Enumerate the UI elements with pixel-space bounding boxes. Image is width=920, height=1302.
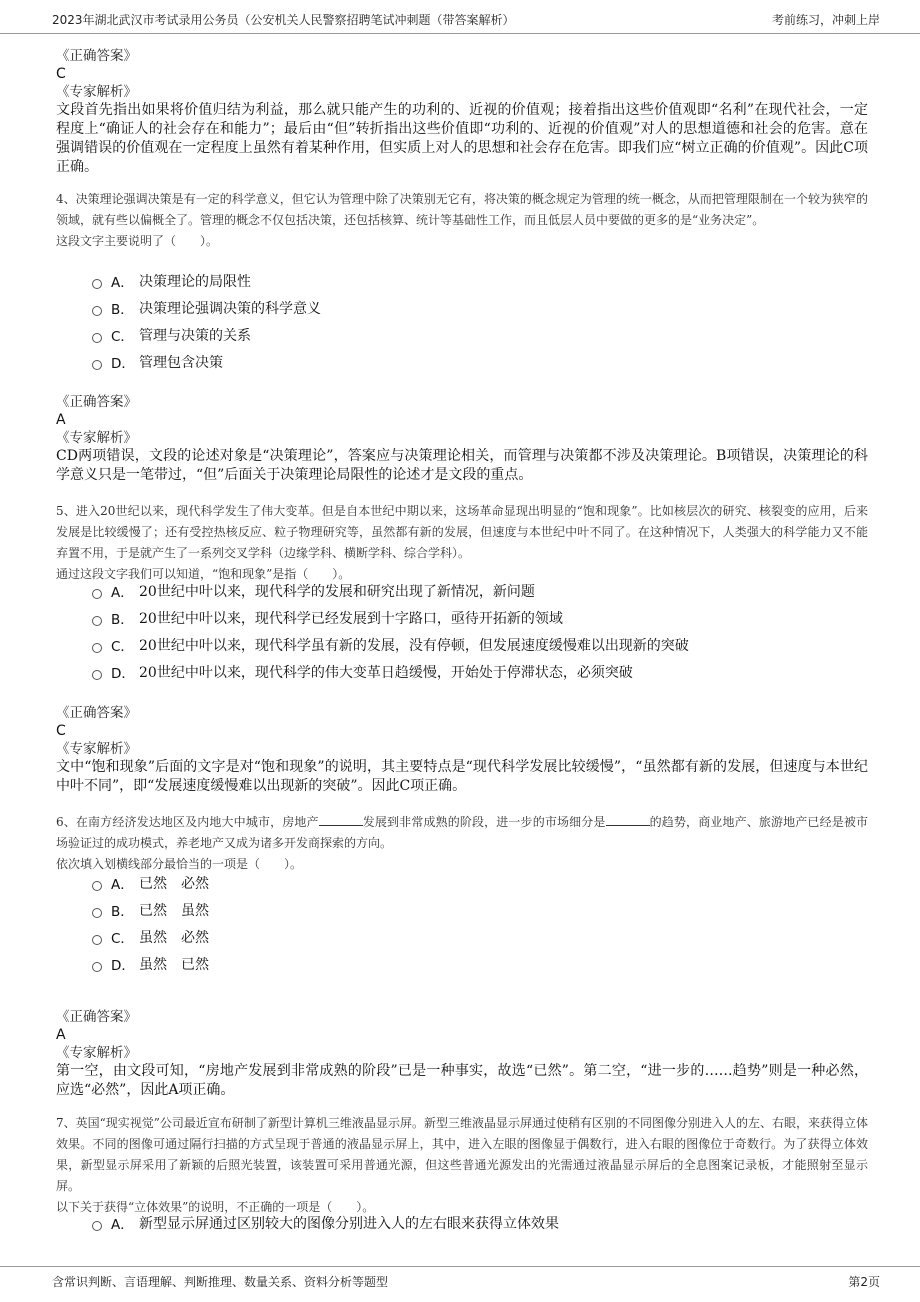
analysis-text: 文中“饱和现象”后面的文字是对“饱和现象”的说明，其主要特点是“现代科学发展比较缓慢”，“虽然都有新的发展，但速度与本世纪中叶不同”，即“发展速度缓慢难以出现新的突破”。因此C项正确。 (56, 759, 868, 794)
fill-blank (319, 813, 363, 826)
radio-icon[interactable] (92, 306, 102, 316)
option-text: 虽然 已然 (139, 957, 209, 973)
option-text: 20世纪中叶以来，现代科学的伟大变革日趋缓慢，开始处于停滞状态，必须突破 (139, 665, 633, 681)
option-c[interactable]: C． 20世纪中叶以来，现代科学虽有新的发展，没有停顿，但发展速度缓慢难以出现新的突破 (92, 634, 689, 656)
header-slogan: 考前练习，冲刺上岸 (771, 13, 880, 27)
analysis-label: 《专家解析》 (56, 1045, 137, 1061)
option-text: 决策理论的局限性 (139, 274, 251, 290)
answer-value: C (56, 723, 66, 739)
q4-answer-section (56, 393, 868, 485)
document-title: 2023年湖北武汉市考试录用公务员（公安机关人民警察招聘笔试冲刺题（带答案解析） (52, 13, 515, 27)
analysis-text: 第一空，由文段可知，“房地产发展到非常成熟的阶段”已是一种事实，故选“已然”。第二空，“进一步的……趋势”则是一种必然，应选“必然”，因此A项正确。 (56, 1063, 868, 1098)
q5-stem-block (56, 501, 868, 585)
answer-value: A (56, 412, 66, 428)
option-b[interactable]: B． 20世纪中叶以来，现代科学已经发展到十字路口，亟待开拓新的领域 (92, 607, 563, 629)
question-stem: 4、决策理论强调决策是有一定的科学意义，但它认为管理中除了决策别无它有，将决策的概念规定为管理的统一概念，从而把管理限制在一个较为狭窄的领域，就有些以偏概全了。管理的概念不仅包括决策，还包括核算、统计等基础性工作，而且低层人员中要做的更多的是“业务决定”。 (56, 192, 868, 227)
option-d[interactable]: D． 20世纪中叶以来，现代科学的伟大变革日趋缓慢，开始处于停滞状态，必须突破 (92, 661, 633, 683)
analysis-text: 文段首先指出如果将价值归结为利益，那么就只能产生的功利的、近视的价值观；接着指出这些价值观即“名利”在现代社会，一定程度上“确证人的社会存在和能力”；最后由“但”转折指出这些价值即“功利的、近视的价值观”对人的思想道德和社会的危害。意在强调错误的价值观在一定程度上虽然有着某种作用，但实质上对人的思想和社会存在危害。即我们应“树立正确的价值观”。因此C项正确。 (56, 102, 868, 175)
option-text: 管理包含决策 (139, 355, 223, 371)
radio-icon[interactable] (92, 670, 102, 680)
radio-icon[interactable] (92, 962, 102, 972)
question-stem: 6、在南方经济发达地区及内地大中城市，房地产 发展到非常成熟的阶段，进一步的市场细分是 的趋势，商业地产、旅游地产已经是被市场验证过的成功模式，养老地产又成为诸多开发商探索的方向。 (56, 815, 868, 850)
option-d[interactable]: D． 管理包含决策 (92, 351, 223, 373)
option-c[interactable]: C． 虽然 必然 (92, 926, 209, 948)
analysis-text: CD两项错误，文段的论述对象是“决策理论”，答案应与决策理论相关，而管理与决策都不涉及决策理论。B项错误，决策理论的科学意义只是一笔带过，“但”后面关于决策理论局限性的论述才是文段的重点。 (56, 448, 868, 483)
option-text: 新型显示屏通过区别较大的图像分别进入人的左右眼来获得立体效果 (139, 1216, 559, 1232)
option-b[interactable]: B． 已然 虽然 (92, 899, 209, 921)
question-prompt: 依次填入划横线部分最恰当的一项是（ ）。 (56, 857, 303, 871)
radio-icon[interactable] (92, 360, 102, 370)
q7-stem-block (56, 1113, 868, 1218)
q4-stem-block (56, 189, 868, 252)
page-number: 第2页 (848, 1275, 880, 1289)
option-a[interactable]: A． 20世纪中叶以来，现代科学的发展和研究出现了新情况，新问题 (92, 580, 535, 602)
analysis-label: 《专家解析》 (56, 430, 137, 446)
radio-icon[interactable] (92, 935, 102, 945)
option-text: 20世纪中叶以来，现代科学的发展和研究出现了新情况，新问题 (139, 584, 535, 600)
question-prompt: 这段文字主要说明了（ ）。 (56, 234, 219, 248)
option-text: 已然 虽然 (139, 903, 209, 919)
analysis-label: 《专家解析》 (56, 741, 137, 757)
page-footer (0, 1266, 920, 1302)
answer-value: A (56, 1027, 66, 1043)
fill-blank (606, 813, 650, 826)
q6-stem-block (56, 812, 868, 875)
q5-answer-section (56, 704, 868, 796)
radio-icon[interactable] (92, 279, 102, 289)
q6-answer-section (56, 1008, 868, 1100)
option-text: 已然 必然 (139, 876, 209, 892)
radio-icon[interactable] (92, 333, 102, 343)
question-prompt: 以下关于获得“立体效果”的说明，不正确的一项是（ ）。 (56, 1200, 375, 1214)
option-a[interactable]: A． 决策理论的局限性 (92, 270, 251, 292)
option-text: 虽然 必然 (139, 930, 209, 946)
radio-icon[interactable] (92, 881, 102, 891)
option-c[interactable]: C． 管理与决策的关系 (92, 324, 251, 346)
radio-icon[interactable] (92, 589, 102, 599)
option-text: 20世纪中叶以来，现代科学已经发展到十字路口，亟待开拓新的领域 (139, 611, 563, 627)
option-d[interactable]: D． 虽然 已然 (92, 953, 209, 975)
radio-icon[interactable] (92, 616, 102, 626)
option-a[interactable]: A． 新型显示屏通过区别较大的图像分别进入人的左右眼来获得立体效果 (92, 1212, 559, 1234)
radio-icon[interactable] (92, 643, 102, 653)
question-stem: 5、进入20世纪以来，现代科学发生了伟大变革。但是自本世纪中期以来，这场革命显现出明显的“饱和现象”。比如核层次的研究、核裂变的应用，后来发展是比较缓慢了；还有受控热核反应、粒子物理研究等，虽然都有新的发展，但速度与本世纪中叶不同了。在这种情况下，人类强大的科学能力又不能弃置不用，于是就产生了一系列交叉学科（边缘学科、横断学科、综合学科）。 (56, 504, 868, 560)
option-text: 决策理论强调决策的科学意义 (139, 301, 321, 317)
answer-label: 《正确答案》 (56, 1009, 137, 1025)
option-text: 20世纪中叶以来，现代科学虽有新的发展，没有停顿，但发展速度缓慢难以出现新的突破 (139, 638, 689, 654)
answer-label: 《正确答案》 (56, 48, 137, 64)
answer-label: 《正确答案》 (56, 705, 137, 721)
radio-icon[interactable] (92, 908, 102, 918)
radio-icon[interactable] (92, 1221, 102, 1231)
analysis-label: 《专家解析》 (56, 84, 137, 100)
answer-label: 《正确答案》 (56, 394, 137, 410)
page-header (0, 0, 920, 34)
question-stem: 7、英国“现实视觉”公司最近宣布研制了新型计算机三维液晶显示屏。新型三维液晶显示屏通过使稍有区别的不同图像分别进入人的左、右眼，来获得立体效果。不同的图像可通过隔行扫描的方式呈现于普通的液晶显示屏上，其中，进入左眼的图像显于偶数行，进入右眼的图像位于奇数行。为了获得立体效果，新型显示屏采用了新颖的后照光装置，该装置可采用普通光源，但这些普通光源发出的光需通过液晶显示屏后的全息图案记录板，才能照射至显示屏。 (56, 1116, 868, 1193)
answer-value: C (56, 66, 66, 82)
option-text: 管理与决策的关系 (139, 328, 251, 344)
question-prompt: 通过这段文字我们可以知道，“饱和现象”是指（ ）。 (56, 567, 351, 581)
q3-answer-section (56, 47, 868, 177)
option-a[interactable]: A． 已然 必然 (92, 872, 209, 894)
option-b[interactable]: B． 决策理论强调决策的科学意义 (92, 297, 321, 319)
footer-categories: 含常识判断、言语理解、判断推理、数量关系、资料分析等题型 (52, 1275, 389, 1289)
